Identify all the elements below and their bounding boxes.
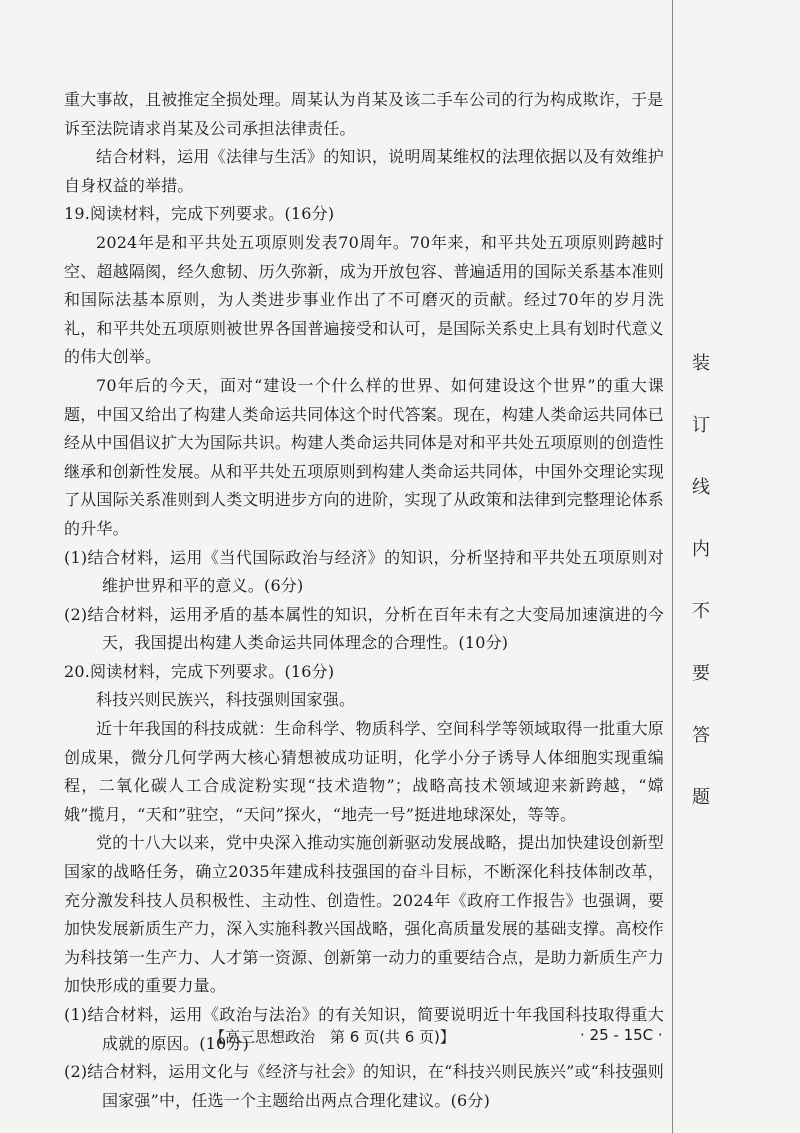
material-paragraph: 近十年我国的科技成就：生命科学、物质科学、空间科学等领域取得一批重大原创成果，微分几何学两大核心猜想被成功证明，化学小分子诱导人体细胞实现重编程，二氧化碳人工合成淀粉实现“技术造物”；战略高技术领域迎来新跨越，“嫦娥”揽月，“天和”驻空，“天问”探火，“地壳一号”挺进地球深处，等等。 (64, 719, 664, 824)
question-19-part-1: (1)结合材料，运用《当代国际政治与经济》的知识，分析坚持和平共处五项原则对维护世界和平的意义。(6分) (64, 547, 664, 596)
exam-content (64, 86, 664, 1115)
page-number: 【高三思想政治 第 6 页(共 6 页)】 (210, 1028, 455, 1046)
seal-char: 订 (692, 415, 710, 436)
binding-line (672, 0, 733, 1133)
material-paragraph: 科技兴则民族兴，科技强则国家强。 (96, 690, 356, 710)
exam-code: · 25 - 15C · (580, 1026, 663, 1044)
question-20-part-2: (2)结合材料，运用文化与《经济与社会》的知识，在“科技兴则民族兴”或“科技强则国家强”中，任选一个主题给出两点合理化建议。(6分) (64, 1062, 664, 1110)
material-paragraph: 党的十八大以来，党中央深入推动实施创新驱动发展战略，提出加快建设创新型国家的战略任务，确立2035年建成科技强国的奋斗目标，不断深化科技体制改革，充分激发科技人员积极性、主动性、创造性。2024年《政府工作报告》也强调，要加快发展新质生产力，深入实施科教兴国战略，强化高质量发展的基础支撑。高校作为科技第一生产力、人才第一资源、创新第一动力的重要结合点，是助力新质生产力加快形成的重要力量。 (64, 833, 664, 996)
seal-char: 题 (692, 787, 710, 808)
seal-char: 要 (692, 663, 710, 684)
seal-char: 答 (692, 725, 710, 746)
question-19-title: 19.阅读材料，完成下列要求。(16分) (64, 204, 335, 224)
seal-line-text (681, 352, 721, 848)
seal-char: 不 (692, 601, 710, 622)
seal-char: 装 (692, 353, 710, 374)
question-20-part-1: (1)结合材料，运用《政治与法治》的有关知识，简要说明近十年我国科技取得重大成就的原因。(10分) (64, 1005, 664, 1053)
material-paragraph: 70年后的今天，面对“建设一个什么样的世界、如何建设这个世界”的重大课题，中国又给出了构建人类命运共同体这个时代答案。现在，构建人类命运共同体已经从中国倡议扩大为国际共识。构建人类命运共同体是对和平共处五项原则的创造性继承和创新性发展。从和平共处五项原则到构建人类命运共同体，中国外交理论实现了从国际关系准则到人类文明进步方向的进阶，实现了从政策和法律到完整理论体系的升华。 (64, 375, 664, 538)
seal-char: 内 (692, 539, 710, 560)
question-19-part-2: (2)结合材料，运用矛盾的基本属性的知识，分析在百年未有之大变局加速演进的今天，我国提出构建人类命运共同体理念的合理性。(10分) (64, 604, 664, 653)
seal-char: 线 (692, 477, 710, 498)
question-20-title: 20.阅读材料，完成下列要求。(16分) (64, 661, 335, 681)
instruction-paragraph: 结合材料，运用《法律与生活》的知识，说明周某维权的法理依据以及有效维护自身权益的举措。 (64, 147, 664, 195)
text-line: 重大事故，且被推定全损处理。周某认为肖某及该二手车公司的行为构成欺诈，于是诉至法院请求肖某及公司承担法律责任。 (64, 90, 664, 138)
material-paragraph: 2024年是和平共处五项原则发表70周年。70年来，和平共处五项原则跨越时空、超越隔阂，经久愈韧、历久弥新，成为开放包容、普遍适用的国际关系基本准则和国际法基本原则，为人类进步事业作出了不可磨灭的贡献。经过70年的岁月洗礼，和平共处五项原则被世界各国普遍接受和认可，是国际关系史上具有划时代意义的伟大创举。 (64, 232, 664, 367)
